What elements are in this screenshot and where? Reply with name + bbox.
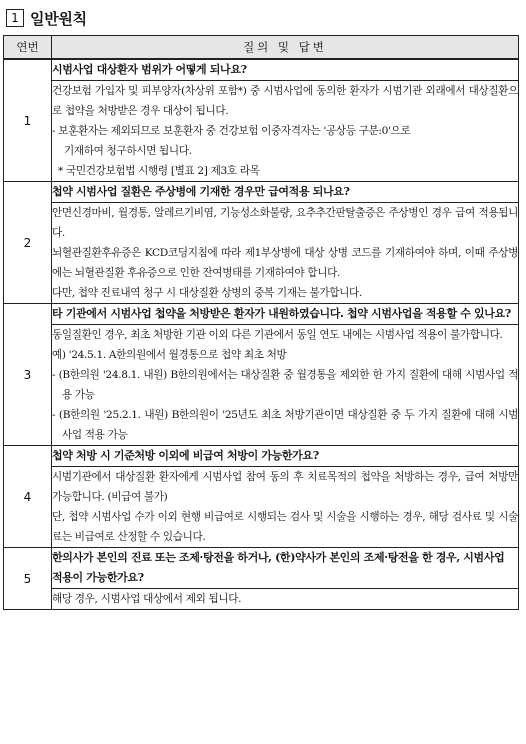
row-number-2: 2 bbox=[4, 182, 52, 304]
header-qa: 질의 및 답변 bbox=[52, 36, 519, 60]
answer-row-3 bbox=[4, 325, 519, 446]
question-1: 시범사업 대상환자 범위가 어떻게 되나요? bbox=[52, 59, 519, 81]
qa-table bbox=[3, 35, 519, 610]
section-number-box: 1 bbox=[6, 9, 24, 27]
answer-1-footnote: * 국민건강보험법 시행령 [별표 2] 제3호 라목 bbox=[58, 165, 260, 177]
answer-5 bbox=[52, 589, 519, 610]
row-number-3: 3 bbox=[4, 304, 52, 446]
table-header-row bbox=[4, 36, 519, 60]
answer-3 bbox=[52, 325, 519, 446]
answer-2-para-1: 안면신경마비, 월경통, 알레르기비염, 기능성소화불량, 요추추간판탈출증은 주상병인 경우 급여 적용됩니다. bbox=[52, 207, 518, 239]
answer-3-para-1: 동일질환인 경우, 최초 처방한 기관 이외 다른 기관에서 동일 연도 내에는 시범사업 적용이 불가합니다. bbox=[52, 329, 503, 341]
answer-3-case-2: - (B한의원 '25.2.1. 내원) B한의원이 '25년도 최초 처방기관이면 대상질환 중 두 가지 질환에 대해 시범사업 적용 가능 bbox=[52, 409, 518, 441]
answer-row-1 bbox=[4, 81, 519, 182]
answer-row-5 bbox=[4, 589, 519, 610]
answer-row-2 bbox=[4, 203, 519, 304]
answer-2-para-2: 뇌혈관질환후유증은 KCD코딩지침에 따라 제1부상병에 대상 상병 코드를 기재하여야 하며, 이때 주상병에는 뇌혈관질환 후유증으로 인한 잔여병태를 기재하여야 합니다. bbox=[52, 247, 518, 279]
row-number-5: 5 bbox=[4, 548, 52, 610]
question-4: 첩약 처방 시 기준처방 이외에 비급여 처방이 가능한가요? bbox=[52, 446, 519, 467]
row-number-4: 4 bbox=[4, 446, 52, 548]
question-2: 첩약 시범사업 질환은 주상병에 기재한 경우만 급여적용 되나요? bbox=[52, 182, 519, 203]
question-row-3 bbox=[4, 304, 519, 325]
question-row-4 bbox=[4, 446, 519, 467]
answer-3-example: 예) '24.5.1. A한의원에서 월경통으로 첩약 최초 처방 bbox=[52, 349, 287, 361]
answer-5-para-1: 해당 경우, 시범사업 대상에서 제외 됩니다. bbox=[52, 593, 242, 605]
row-number-1: 1 bbox=[4, 59, 52, 182]
answer-3-case-1: - (B한의원 '24.8.1. 내원) B한의원에서는 대상질환 중 월경통을 제외한 한 가지 질환에 대해 시범사업 적용 가능 bbox=[52, 369, 518, 401]
answer-2-para-3: 다만, 첩약 진료내역 청구 시 대상질환 상병의 중복 기재는 불가합니다. bbox=[52, 287, 362, 299]
section-heading bbox=[6, 7, 87, 29]
answer-4-para-1: 시범기관에서 대상질환 환자에게 시범사업 참여 동의 후 치료목적의 첩약을 처방하는 경우, 급여 처방만 가능합니다. (비급여 불가) bbox=[52, 471, 518, 503]
answer-4 bbox=[52, 467, 519, 548]
question-5: 한의사가 본인의 진료 또는 조제·탕전을 하거나, (한)약사가 본인의 조제·탕전을 한 경우, 시범사업 적용이 가능한가요? bbox=[52, 548, 519, 589]
answer-1-para-3: 기재하여 청구하시면 됩니다. bbox=[64, 145, 192, 157]
section-title: 일반원칙 bbox=[30, 9, 87, 28]
answer-1 bbox=[52, 81, 519, 182]
answer-1-para-2: - 보훈환자는 제외되므로 보훈환자 중 건강보험 이중자격자는 '공상등 구분:0'으로 bbox=[52, 125, 411, 137]
question-3: 타 기관에서 시범사업 첩약을 처방받은 환자가 내원하였습니다. 첩약 시범사업을 적용할 수 있나요? bbox=[52, 304, 519, 325]
question-row-1 bbox=[4, 59, 519, 81]
answer-row-4 bbox=[4, 467, 519, 548]
question-row-5 bbox=[4, 548, 519, 589]
question-row-2 bbox=[4, 182, 519, 203]
answer-2 bbox=[52, 203, 519, 304]
answer-1-para-1: 건강보험 가입자 및 피부양자(차상위 포함*) 중 시범사업에 동의한 환자가 시범기관 외래에서 대상질환으로 첩약을 처방받은 경우 대상이 됩니다. bbox=[52, 85, 518, 117]
header-number: 연번 bbox=[4, 36, 52, 60]
answer-4-para-2: 단, 첩약 시범사업 수가 이외 현행 비급여로 시행되는 검사 및 시술을 시행하는 경우, 해당 검사료 및 시술료는 비급여로 산정할 수 있습니다. bbox=[52, 511, 518, 543]
